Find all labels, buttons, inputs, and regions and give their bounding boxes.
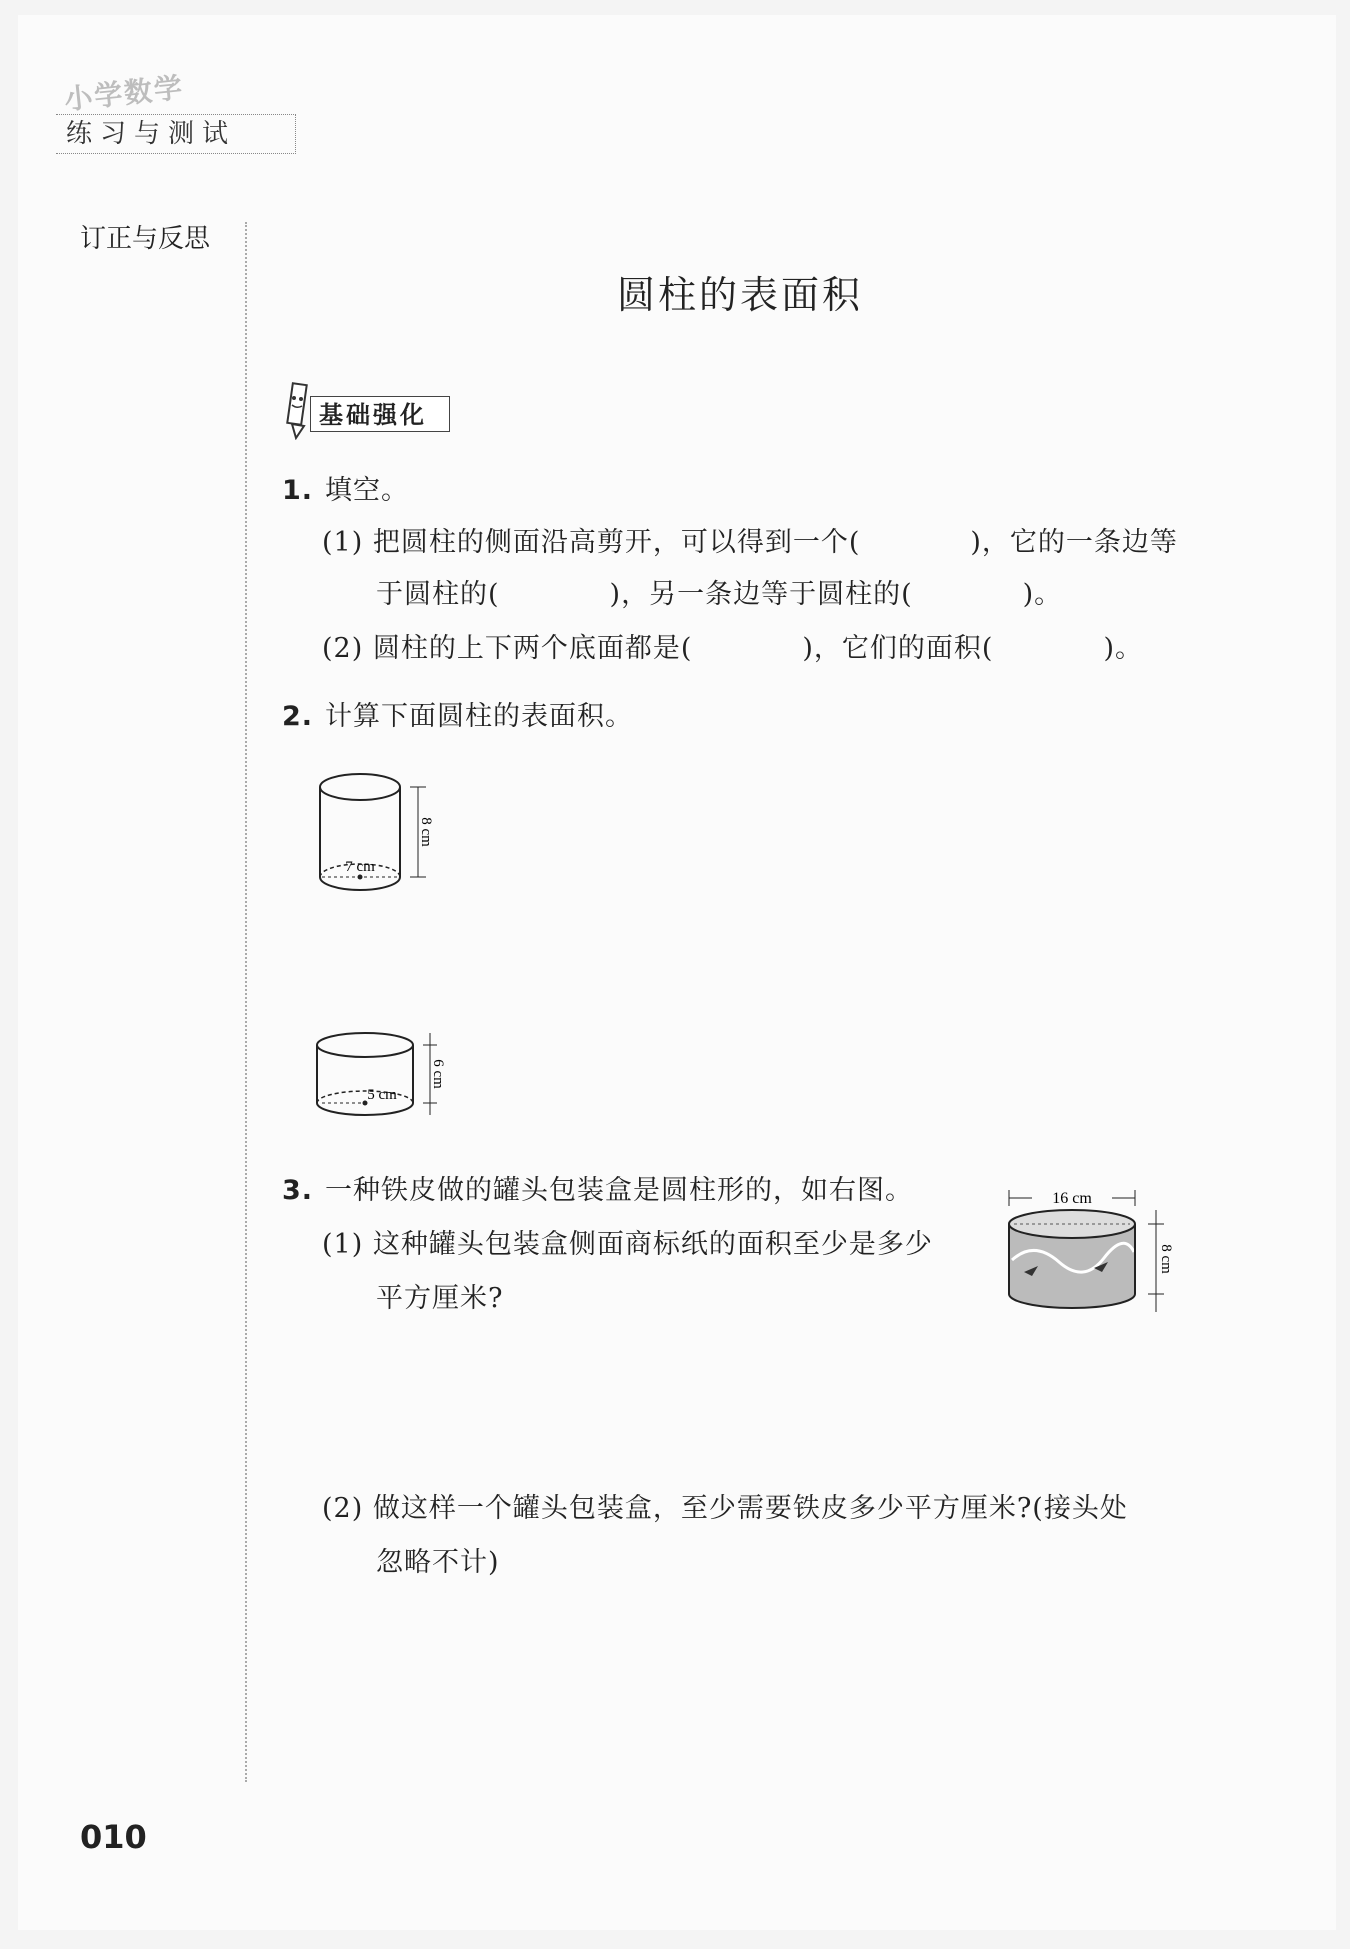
q1-part2 [322,626,1143,665]
q3-part1-line2: 平方厘米? [376,1283,504,1314]
fig2-radius-label: 5 cm [367,1087,397,1103]
can-diameter-label: 16 cm [1052,1190,1092,1207]
q1-p2a: (2) 圆柱的上下两个底面都是( [322,633,693,664]
q1-p2b: )，它们的面积( [802,633,994,664]
q3-number: 3. [282,1175,314,1206]
fig1-height-label: 8 cm [418,817,434,847]
q3-part2-line1: (2) 做这样一个罐头包装盒，至少需要铁皮多少平方厘米?(接头处 [322,1493,1128,1524]
margin-divider [245,222,247,1782]
page-title: 圆柱的表面积 [616,273,863,317]
q1-part1-line1 [322,520,1178,559]
q1-number: 1. [282,475,314,506]
q3-heading [282,1168,913,1207]
section-title: 基础强化 [310,396,450,432]
page-number: 010 [80,1818,147,1856]
q1-p1b: )，它的一条边等 [970,527,1178,558]
can-height-label: 8 cm [1158,1244,1174,1274]
can-figure [1004,1180,1179,1330]
section-badge [282,378,462,438]
q3-text: 一种铁皮做的罐头包装盒是圆柱形的，如右图。 [325,1175,914,1206]
cylinder-figure-2 [310,1025,450,1125]
pencil-icon [282,378,312,440]
q3-part1-line1: (1) 这种罐头包装盒侧面商标纸的面积至少是多少 [322,1229,933,1260]
q1-p1c: 于圆柱的( [376,579,500,610]
q1-p1a: (1) 把圆柱的侧面沿高剪开，可以得到一个( [322,527,861,558]
q1-p2c: )。 [1103,633,1143,664]
q1-text: 填空。 [325,475,410,506]
q1-part1-line2 [376,572,1062,611]
brand-logo [62,70,237,149]
q1-heading [282,468,409,507]
q2-text: 计算下面圆柱的表面积。 [325,701,634,732]
q1-p1d: )，另一条边等于圆柱的( [609,579,913,610]
q2-heading [282,694,633,733]
margin-label: 订正与反思 [80,224,211,254]
brand-top: 小学数学 [62,70,186,117]
cylinder-figure-1 [310,765,440,900]
q1-p1e: )。 [1022,579,1063,610]
fig1-diameter-label: 7 cm [345,859,375,875]
q3-part2-line2: 忽略不计) [376,1547,500,1578]
brand-bottom: 练习与测试 [56,114,296,154]
q2-number: 2. [282,701,314,732]
fig2-height-label: 6 cm [430,1059,446,1089]
